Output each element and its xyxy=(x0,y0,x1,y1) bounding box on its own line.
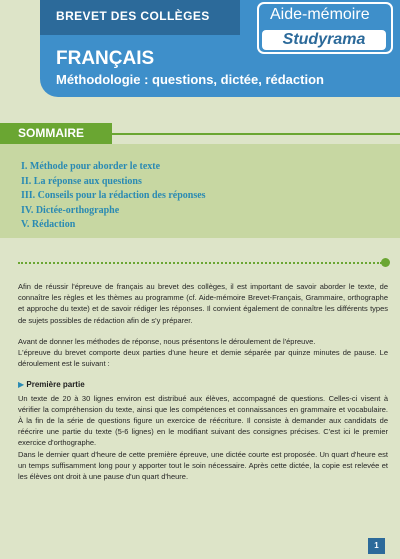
sommaire-item: II. La réponse aux questions xyxy=(21,175,142,187)
sommaire-rule xyxy=(112,133,400,135)
paragraph: Un texte de 20 à 30 lignes environ est distribué aux élèves, accompagné de questions. Celles-ci visent à vérifier la compréhension du texte, ainsi que les compétences et connaissances en grammaire et vocabulaire. À la fin de la série de questions figure un exercice de réécriture. Il consiste à demander aux candidats de réécrire une partie du texte (5-6 lignes) en le modifiant suivant des consignes précises. C'est ici le premier exercice d'orthographe. xyxy=(18,393,388,448)
arrow-right-icon: ▶ xyxy=(18,380,25,390)
sommaire-item: V. Rédaction xyxy=(21,219,76,230)
part-heading-label: Première partie xyxy=(26,380,85,390)
aide-memoire-label: Aide-mémoire xyxy=(270,6,370,23)
subject-title: FRANÇAIS xyxy=(56,48,155,69)
paragraph: Avant de donner les méthodes de réponse, nous présentons le déroulement de l'épreuve. xyxy=(18,336,316,346)
paragraph: Dans le dernier quart d'heure de cette première épreuve, une dictée courte est proposée. Un quart d'heure est un temps suffisamment long pour y apporter tout le soin nécessaire. Après cette dictée, la copie est relevée et les élèves ont droit à une pause d'un quart d'heure. xyxy=(18,449,388,482)
sommaire-heading: SOMMAIRE xyxy=(0,123,112,144)
paragraph: L'épreuve du brevet comporte deux parties d'une heure et demie séparée par quinze minutes de pause. Le déroulement est le suivant : xyxy=(18,348,388,369)
part-heading xyxy=(18,379,388,390)
dotted-separator xyxy=(18,262,382,264)
separator-dot xyxy=(381,258,390,267)
subject-subtitle: Méthodologie : questions, dictée, rédaction xyxy=(56,72,324,87)
sommaire-item: IV. Dictée-orthographe xyxy=(21,204,120,216)
sommaire-item: I. Méthode pour aborder le texte xyxy=(21,161,161,172)
studyrama-logo: Studyrama xyxy=(262,30,386,50)
intro-paragraph: Afin de réussir l'épreuve de français au brevet des collèges, il est important de savoir aborder le texte, de connaître les règles et les thèmes au programme (cf. Aide-mémoire Brevet-Français, Grammaire, orthographe et approche du texte) et de savoir rédiger les réponses. Il convient également de connaître les différents types de sujets possibles de rédaction afin de s'y préparer. xyxy=(18,282,388,325)
page-number: 1 xyxy=(368,538,385,554)
body-text xyxy=(18,281,388,482)
sommaire-item: III. Conseils pour la rédaction des réponses xyxy=(21,190,206,201)
sommaire-list xyxy=(21,160,206,233)
series-title: BREVET DES COLLÈGES xyxy=(56,9,210,23)
